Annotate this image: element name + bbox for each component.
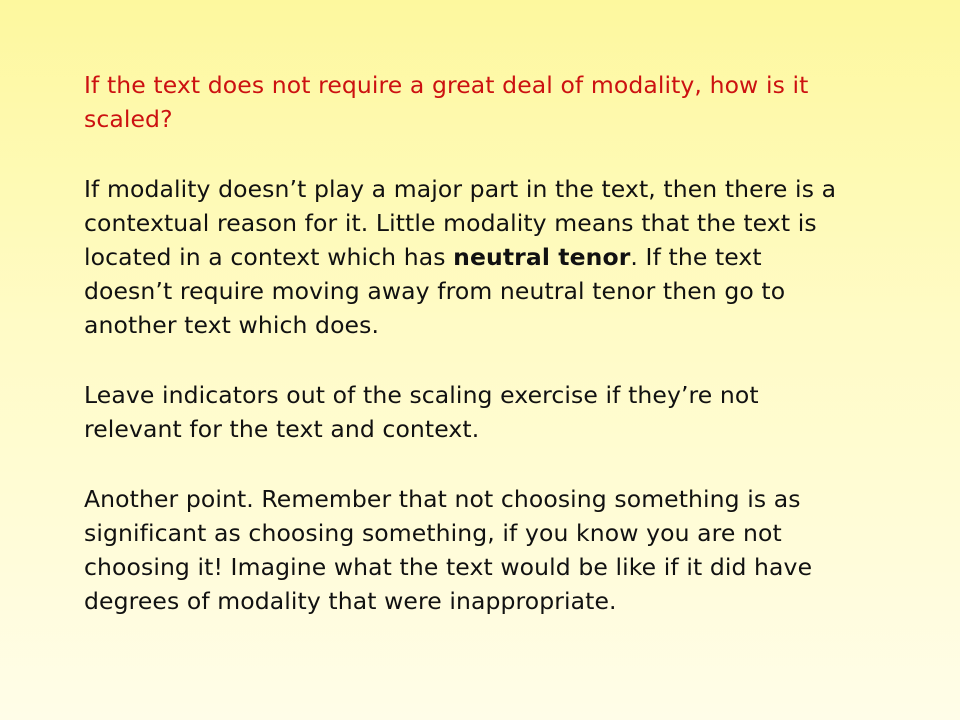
paragraph-leave-indicators: Leave indicators out of the scaling exercise if they’re not relevant for the text and context. <box>84 381 759 443</box>
question-heading: If the text does not require a great deal of modality, how is it scaled? <box>84 71 809 133</box>
paragraph-text: If modality doesn’t play a major part in the text, then there is a contextual reason for it. Little modality means that the text is located in a context which has <box>84 175 837 271</box>
paragraph-neutral-tenor <box>84 172 844 342</box>
bold-term-neutral-tenor: neutral tenor <box>453 243 631 271</box>
paragraph-another-point: Another point. Remember that not choosing something is as significant as choosing something, if you know you are not choosing it! Imagine what the text would be like if it did have degrees of modality that were inappropriate. <box>84 485 813 615</box>
paragraph-text: . If the text doesn’t require moving away from neutral tenor then go to another text which does. <box>84 243 786 339</box>
slide-content <box>84 68 844 654</box>
